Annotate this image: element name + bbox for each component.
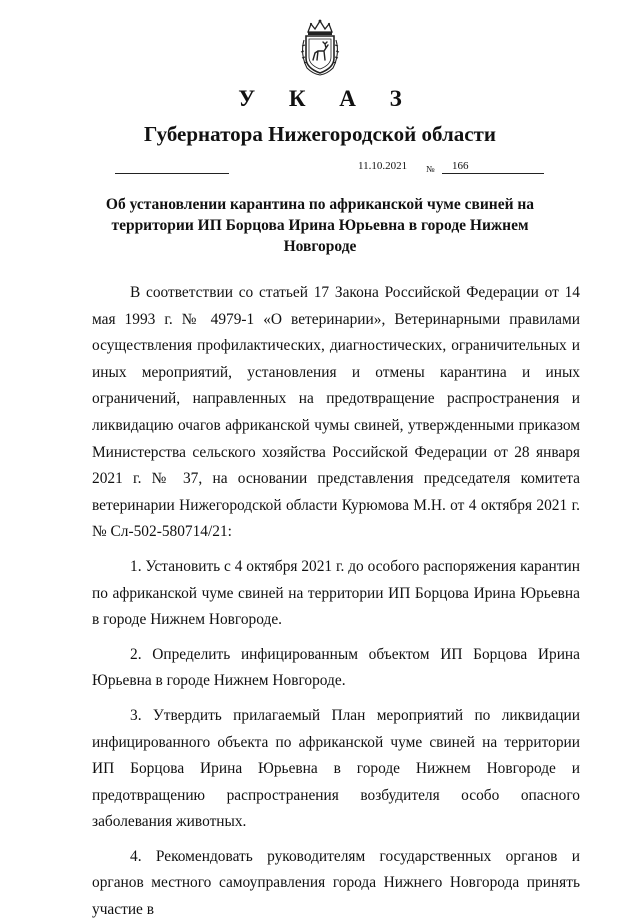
blank-line [115,173,229,174]
coat-of-arms-graphic [299,18,341,76]
number-underline [442,173,544,174]
date-number-row [0,160,640,182]
document-body [92,280,580,924]
coat-of-arms-icon [299,18,341,76]
document-title: У К А З [238,86,416,111]
clause-2-paragraph: 2. Определить инфицированным объектом ИП Борцова Ирина Юрьевна в городе Нижнем Новгороде. [92,645,580,690]
clause-3-paragraph: 3. Утвердить прилагаемый План мероприятий по ликвидации инфицированного объекта по африканской чуме свиней на территории ИП Борцова Ирина Юрьевна в городе Нижнем Новгороде и предотвращению распространения возбудителя особо опасного заболевания животных. [92,706,580,831]
document-heading: Об установлении карантина по африканской чуме свиней на территории ИП Борцова Ирина Юрьевна в городе Нижнем Новгороде [105,196,535,255]
preamble-paragraph: В соответствии со статьей 17 Закона Российской Федерации от 14 мая 1993 г. № 4979-1 «О ветеринарии», Ветеринарными правилами осуществления профилактических, диагностических, ограничительных и иных мероприятий, установления и отмены карантина и иных ограничений, направленных на предотвращение распространения и ликвидацию очагов африканской чумы свиней, утвержденными приказом Министерства сельского хозяйства Российской Федерации от 28 января 2021 г. № 37, на основании представления председателя комитета ветеринарии Нижегородской области Курюмова М.Н. от 4 октября 2021 г. № Сл-502-580714/21: [92,284,580,541]
document-date: 11.10.2021 [358,160,408,172]
document-number: 166 [452,160,469,172]
clause-1-paragraph: 1. Установить с 4 октября 2021 г. до особого распоряжения карантин по африканской чуме свиней на территории ИП Борцова Ирина Юрьевна в городе Нижнем Новгороде. [92,557,580,629]
clause-4-paragraph: 4. Рекомендовать руководителям государственных органов и органов местного самоуправления города Нижнего Новгорода принять участие в [92,847,580,919]
document-subtitle: Губернатора Нижегородской области [144,122,496,146]
number-label: № [426,164,435,174]
